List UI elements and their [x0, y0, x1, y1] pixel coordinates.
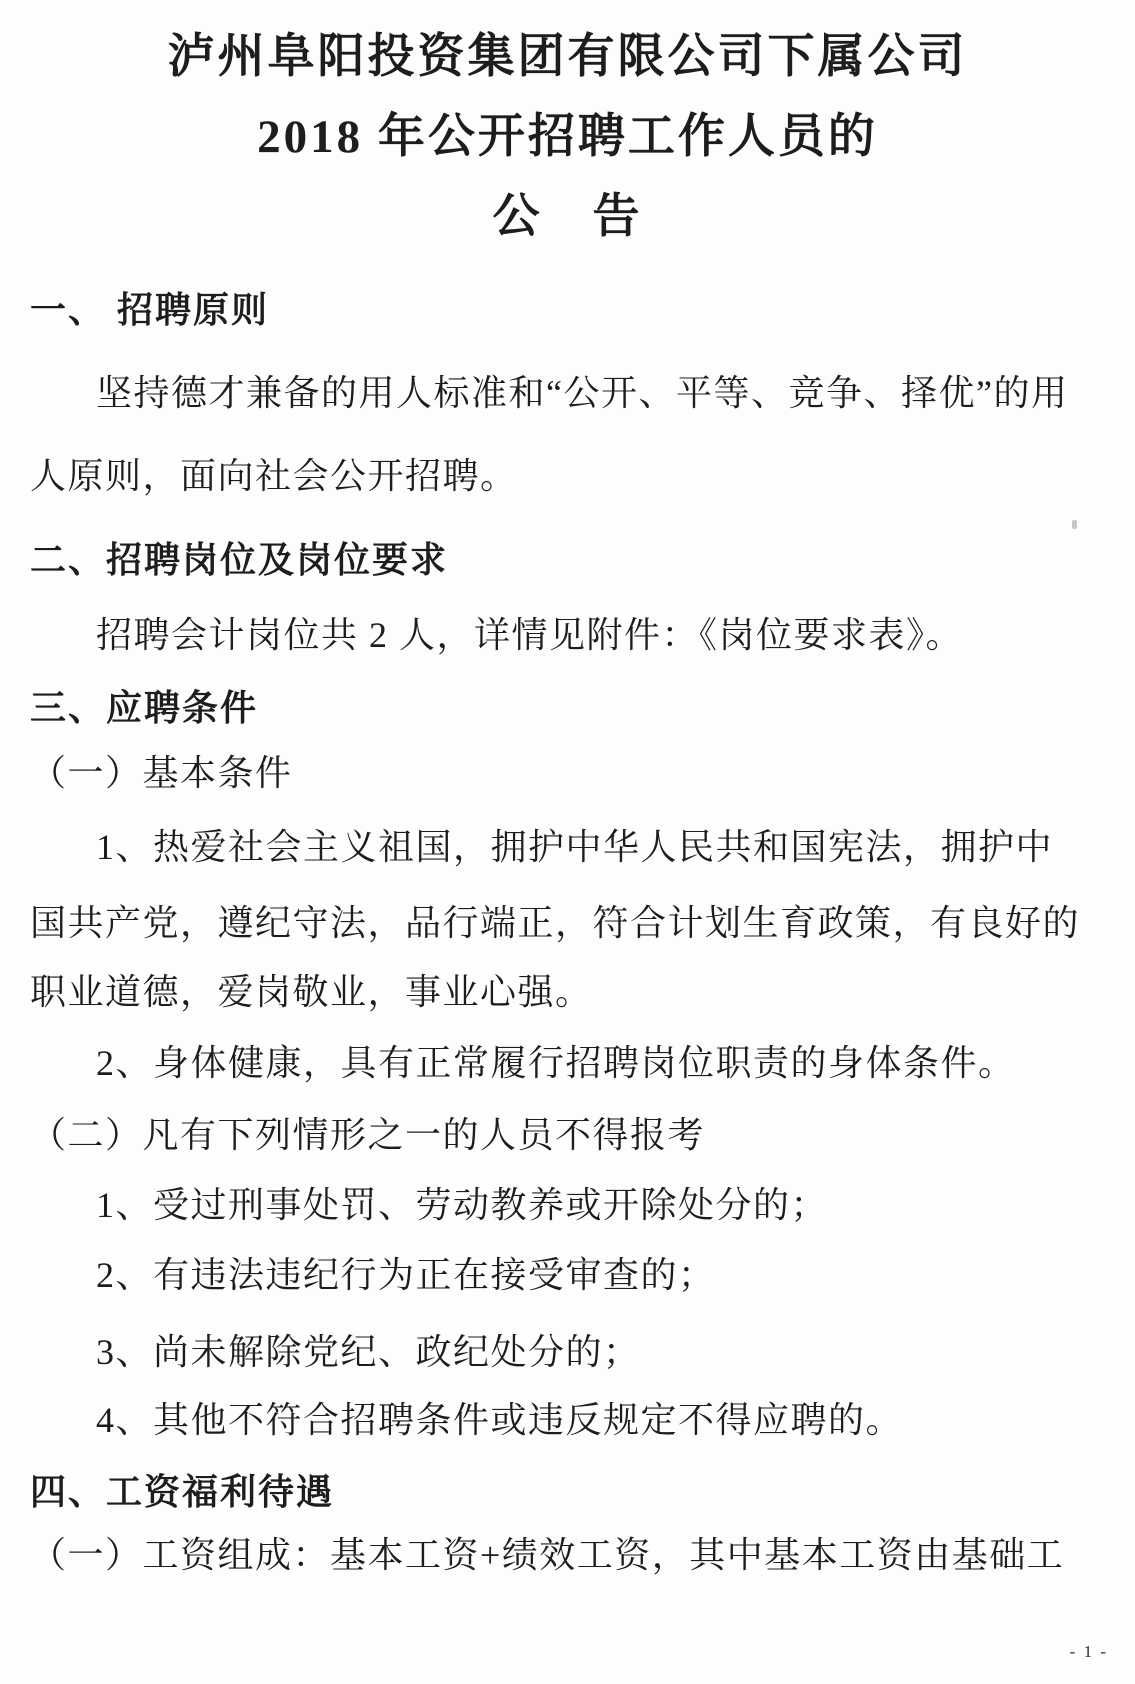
list-item-line: 1、受过刑事处罚、劳动教养或开除处分的； — [96, 1185, 829, 1225]
title-line-subject: 2018 年公开招聘工作人员的 — [257, 111, 878, 163]
subsection-heading-disqualifications: （二）凡有下列情形之一的人员不得报考 — [30, 1115, 706, 1155]
page-number: - 1 - — [1069, 1642, 1108, 1661]
list-item-line: 2、有违法违纪行为正在接受审查的； — [96, 1255, 716, 1295]
paragraph-line: 招聘会计岗位共 2 人，详情见附件：《岗位要求表》。 — [96, 615, 964, 655]
section-heading-salary: 四、工资福利待遇 — [30, 1472, 335, 1512]
list-item-line: 4、其他不符合招聘条件或违反规定不得应聘的。 — [96, 1400, 904, 1440]
document-body — [30, 274, 1107, 1591]
section-heading-conditions: 三、应聘条件 — [30, 688, 259, 728]
list-item-line: 2、身体健康，具有正常履行招聘岗位职责的身体条件。 — [96, 1043, 1016, 1083]
subsection-heading-salary-composition: （一）工资组成：基本工资+绩效工资，其中基本工资由基础工 — [30, 1535, 1065, 1575]
scan-speck — [1072, 520, 1077, 529]
paragraph-line: 国共产党，遵纪守法，品行端正，符合计划生育政策，有良好的 — [30, 903, 1081, 943]
list-item-line: 3、尚未解除党纪、政纪处分的； — [96, 1332, 641, 1372]
paragraph-line: 职业道德，爱岗敬业，事业心强。 — [30, 972, 593, 1012]
subsection-heading-basic-conditions: （一）基本条件 — [30, 753, 293, 793]
paragraph-line: 坚持德才兼备的用人标准和“公开、平等、竞争、择优”的用 — [96, 373, 1069, 413]
title-line-company: 泸州阜阳投资集团有限公司下属公司 — [167, 31, 968, 83]
document-title — [0, 0, 1135, 257]
section-heading-recruitment-principles: 一、 招聘原则 — [30, 290, 270, 330]
section-heading-positions: 二、招聘岗位及岗位要求 — [30, 540, 449, 580]
list-item-line: 1、热爱社会主义祖国，拥护中华人民共和国宪法，拥护中 — [96, 827, 1054, 867]
paragraph-line: 人原则，面向社会公开招聘。 — [30, 456, 518, 496]
title-line-announcement: 公 告 — [492, 191, 643, 243]
